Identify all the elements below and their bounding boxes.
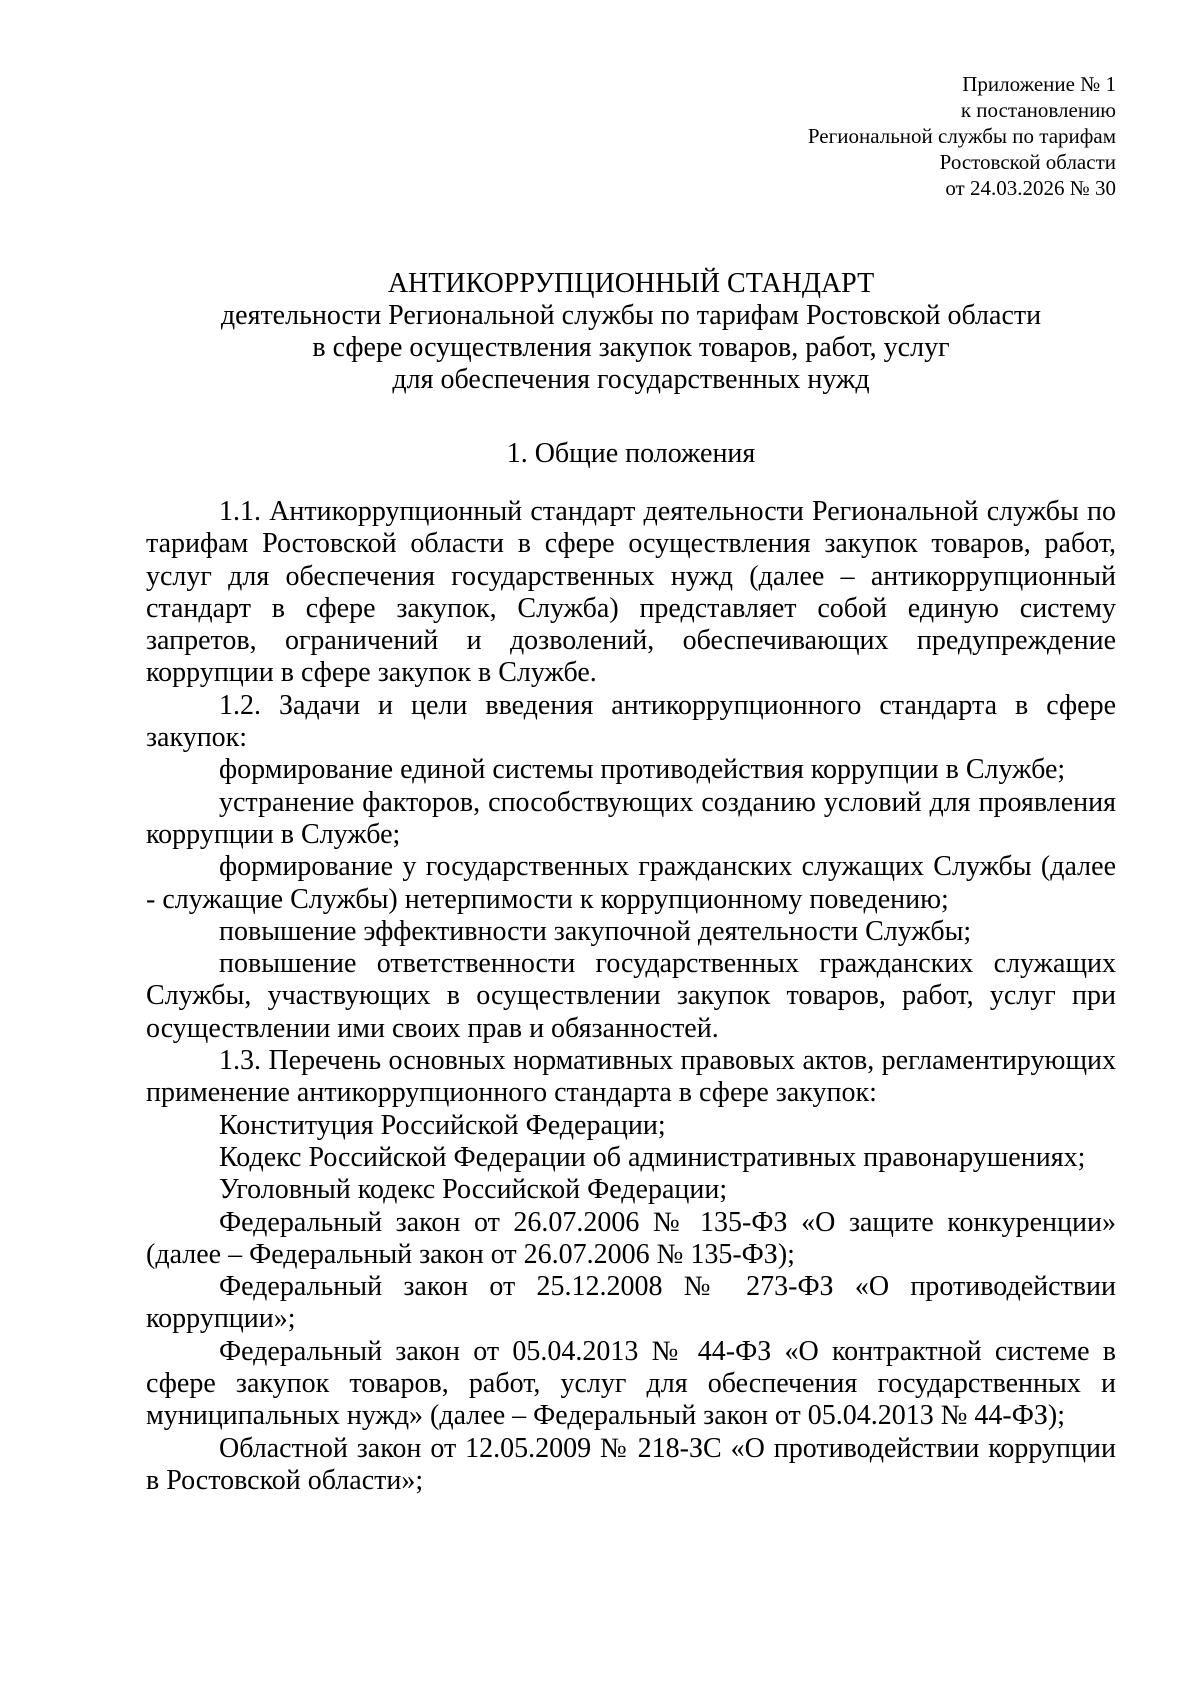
goal-item: формирование у государственных гражданских служащих Службы (далее - служащие Службы) нетерпимости к коррупционному поведению; xyxy=(146,851,1116,915)
title-line-2: деятельности Региональной службы по тарифам Ростовской области xyxy=(220,300,1042,331)
act-item: Федеральный закон от 25.12.2008 № 273-ФЗ «О противодействии коррупции»; xyxy=(146,1271,1116,1335)
document-title xyxy=(146,268,1116,396)
annex-line-4: Ростовской области xyxy=(939,150,1116,174)
annex-line-2: к постановлению xyxy=(960,98,1116,122)
act-item: Федеральный закон от 05.04.2013 № 44-ФЗ «О контрактной системе в сфере закупок товаров, работ, услуг для обеспечения государственных и муниципальных нужд» (далее – Федеральный закон от 05.04.2013 № 44-ФЗ); xyxy=(146,1335,1116,1432)
section-heading: 1. Общие положения xyxy=(506,438,756,469)
title-line-3: в сфере осуществления закупок товаров, работ, услуг xyxy=(312,332,950,363)
annex-line-3: Региональной службы по тарифам xyxy=(807,124,1116,148)
act-item: Кодекс Российской Федерации об административных правонарушениях; xyxy=(219,1141,1086,1173)
act-item: Уголовный кодекс Российской Федерации; xyxy=(219,1174,728,1206)
goal-item: повышение ответственности государственных гражданских служащих Службы, участвующих в осуществлении закупок товаров, работ, услуг при осуществлении ими своих прав и обязанностей. xyxy=(146,948,1116,1044)
annex-line-1: Приложение № 1 xyxy=(962,72,1116,96)
act-item: Федеральный закон от 26.07.2006 № 135-ФЗ «О защите конкуренции» (далее – Федеральный закон от 26.07.2006 № 135-ФЗ); xyxy=(146,1206,1116,1270)
paragraph-1-2: 1.2. Задачи и цели введения антикоррупционного стандарта в сфере закупок: xyxy=(146,689,1116,754)
paragraph-1-3: 1.3. Перечень основных нормативных правовых актов, регламентирующих применение антикоррупционного стандарта в сфере закупок: xyxy=(146,1045,1116,1109)
act-item: Конституция Российской Федерации; xyxy=(219,1109,666,1141)
title-line-4: для обеспечения государственных нужд xyxy=(392,364,870,395)
goal-item: формирование единой системы противодействия коррупции в Службе; xyxy=(219,754,1066,786)
document-body xyxy=(146,496,1116,1497)
annex-line-5: от 24.03.2026 № 30 xyxy=(945,176,1116,200)
paragraph-1-1: 1.1. Антикоррупционный стандарт деятельности Региональной службы по тарифам Ростовской области в сфере осуществления закупок товаров, работ, услуг для обеспечения государственных нужд (далее – антикоррупционный стандарт в сфере закупок, Служба) представляет собой единую систему запретов, ограничений и дозволений, обеспечивающих предупреждение коррупции в сфере закупок в Службе. xyxy=(146,496,1116,689)
goal-item: устранение факторов, способствующих созданию условий для проявления коррупции в Службе; xyxy=(146,786,1116,850)
title-line-1: АНТИКОРРУПЦИОННЫЙ СТАНДАРТ xyxy=(387,268,875,299)
act-item: Областной закон от 12.05.2009 № 218-ЗС «О противодействии коррупции в Ростовской области»; xyxy=(146,1432,1116,1496)
annex-header xyxy=(808,71,1116,201)
goal-item: повышение эффективности закупочной деятельности Службы; xyxy=(219,915,972,947)
